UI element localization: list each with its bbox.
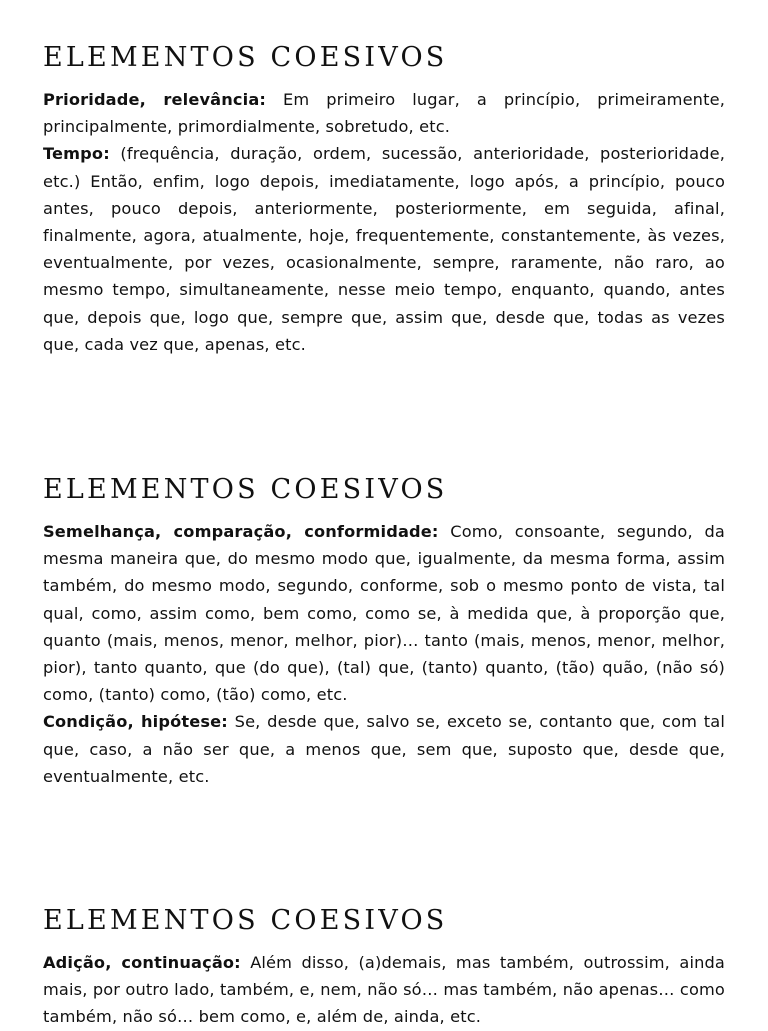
paragraph-text: Se, desde que, salvo se, exceto se, contanto que, com tal que, caso, a não ser que, a menos que, sem que, suposto que, desde que, eventualmente, etc. — [43, 712, 725, 786]
paragraph-text: Como, consoante, segundo, da mesma maneira que, do mesmo modo que, igualmente, da mesma forma, assim também, do mesmo modo, segundo, conforme, sob o mesmo ponto de vista, tal qual, como, assim como, bem como, como se, à medida que, à proporção que, quanto (mais, menos, menor, melhor, pior)… tanto (mais, menos, menor, melhor, pior), tanto quanto, que (do que), (tal) que, (tanto) quanto, (tão) quão, (não só) como, (tanto) como, (tão) como, etc. — [43, 522, 725, 705]
paragraph-label: Adição, continuação: — [43, 953, 241, 972]
section-heading: ELEMENTOS COESIVOS — [43, 905, 448, 936]
paragraph-condition — [43, 708, 725, 790]
section-heading: ELEMENTOS COESIVOS — [43, 42, 448, 73]
paragraph-addition — [43, 949, 725, 1031]
section-similarity-condition — [43, 472, 725, 790]
paragraph-label: Condição, hipótese: — [43, 712, 228, 732]
paragraph-label: Tempo: — [43, 144, 110, 164]
paragraph-text: Em primeiro lugar, a princípio, primeiramente, principalmente, primordialmente, sobretudo, etc. — [43, 90, 725, 137]
paragraph-priority — [43, 86, 725, 140]
section-heading: ELEMENTOS COESIVOS — [43, 474, 448, 505]
paragraph-similarity — [43, 518, 725, 708]
paragraph-text: Além disso, (a)demais, mas também, outrossim, ainda mais, por outro lado, também, e, nem, não só… mas também, não apenas… como também, não só… bem como, e, além de, ainda, etc. — [43, 953, 725, 1027]
section-priority-time — [43, 40, 725, 358]
section-addition — [43, 903, 725, 1031]
paragraph-time — [43, 140, 725, 358]
paragraph-label: Prioridade, relevância: — [43, 90, 267, 109]
paragraph-text: (frequência, duração, ordem, sucessão, anterioridade, posterioridade, etc.) Então, enfim, logo depois, imediatamente, logo após, a princípio, pouco antes, pouco depois, anteriormente, posteriormente, em seguida, afinal, finalmente, agora, atualmente, hoje, frequentemente, constantemente, às vezes, eventualmente, por vezes, ocasionalmente, sempre, raramente, não raro, ao mesmo tempo, simultaneamente, nesse meio tempo, enquanto, quando, antes que, depois que, logo que, sempre que, assim que, desde que, todas as vezes que, cada vez que, apenas, etc. — [43, 144, 725, 354]
paragraph-label: Semelhança, comparação, conformidade: — [43, 522, 439, 541]
